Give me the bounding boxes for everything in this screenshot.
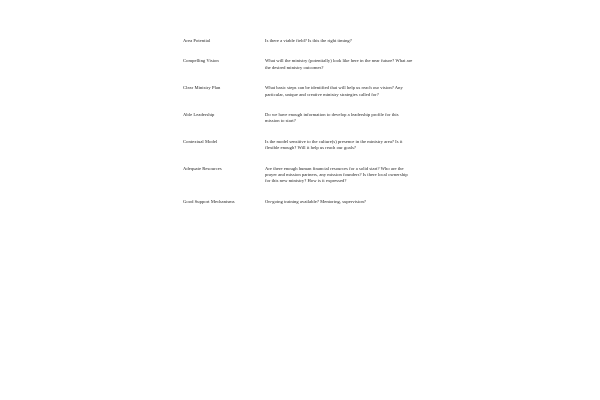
criterion-description: On-going training available? Mentoring, supervision?	[265, 198, 366, 204]
criterion-label: Able Leadership	[183, 112, 215, 118]
criterion-label: Clear Ministry Plan	[183, 85, 221, 91]
table-row	[183, 85, 428, 98]
criterion-description: What basic steps can be identified that will help us reach our vision? Any particular, unique and creative ministry strategies called for?	[265, 85, 403, 97]
criterion-description: Is the model sensitive to the culture(s) presence in the ministry area? Is it flexible enough? Will it help us reach our goals?	[265, 138, 403, 151]
table-row	[183, 38, 428, 44]
criteria-table	[183, 38, 428, 205]
criterion-label: Area Potential	[183, 38, 211, 43]
criterion-label: Compelling Vision	[183, 58, 219, 64]
table-row	[183, 112, 428, 125]
criterion-label: Adequate Resources	[183, 165, 222, 171]
criterion-description: Is there a viable field? Is this the right timing?	[265, 38, 352, 43]
criterion-label: Contextual Model	[183, 138, 218, 144]
table-row	[183, 166, 428, 185]
criterion-label: Good Support Mechanisms	[183, 198, 235, 204]
table-row	[183, 58, 428, 71]
table-row	[183, 139, 428, 152]
criterion-description: Are there enough human financial resources for a solid start? Who are the prayer and mission partners, any mission founders? Is there local ownership for this new ministry? How is it expressed?	[265, 165, 408, 184]
criterion-description: What will the ministry (potentially) look like here in the near future? What are the desired ministry outcomes?	[265, 58, 413, 70]
criterion-description: Do we have enough information to develop a leadership profile for this mission to start?	[265, 112, 399, 124]
table-row	[183, 199, 428, 205]
